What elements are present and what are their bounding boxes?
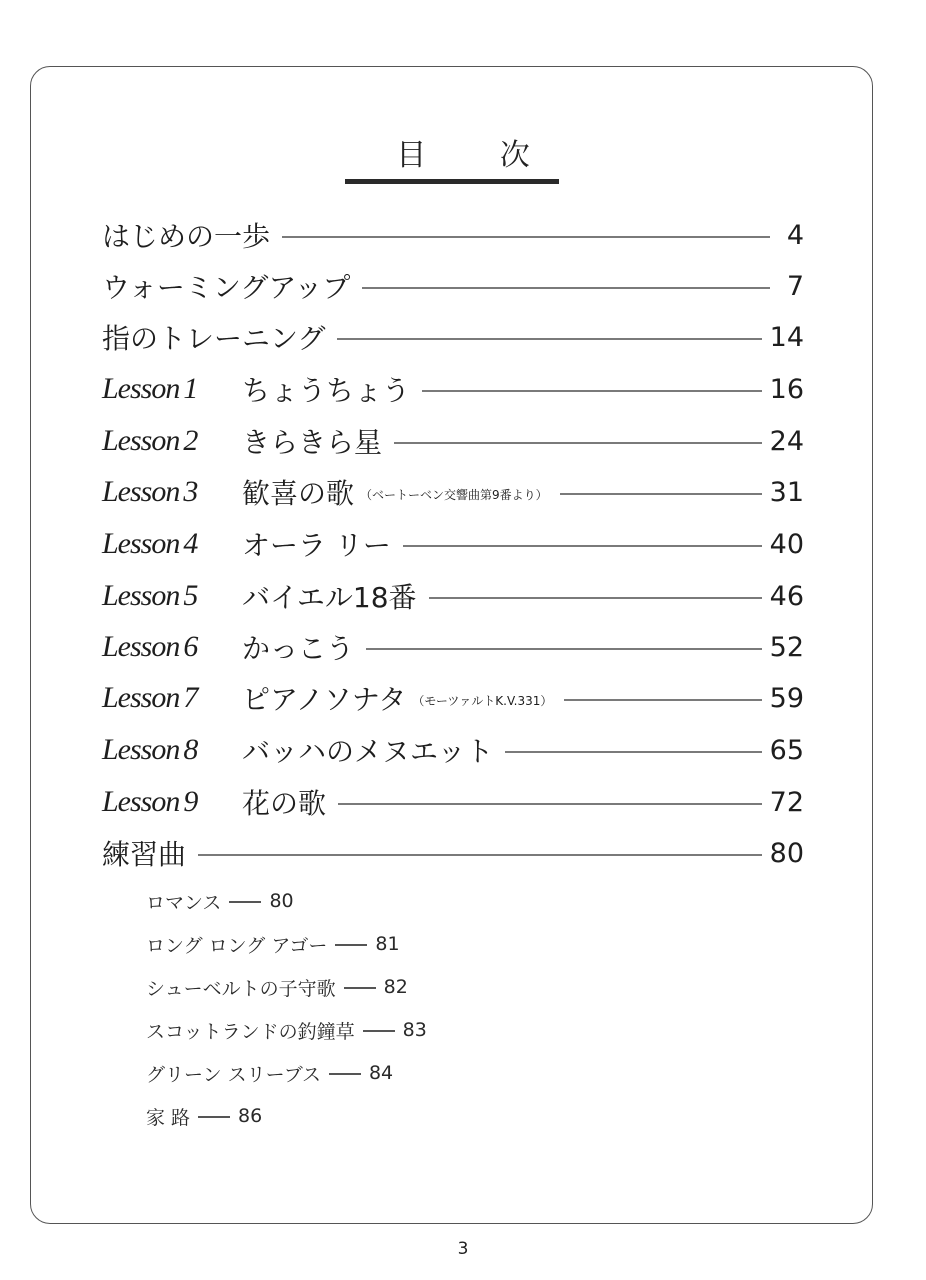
leader-line bbox=[422, 390, 762, 392]
entry-page: 24 bbox=[769, 425, 804, 457]
leader-line bbox=[505, 751, 761, 753]
leader-line bbox=[560, 493, 762, 495]
lesson-label: Lesson 4 bbox=[102, 527, 198, 560]
lesson-label: Lesson 2 bbox=[102, 424, 198, 457]
toc-entry-lesson-2[interactable] bbox=[102, 418, 804, 464]
entry-page: 80 bbox=[769, 837, 804, 869]
leader-line bbox=[394, 442, 762, 444]
entry-title: はじめの一歩 bbox=[102, 220, 271, 253]
leader-line bbox=[362, 287, 770, 289]
etude-entry-bluebells-of-scotland[interactable] bbox=[146, 1016, 427, 1044]
lesson-label: Lesson 3 bbox=[102, 475, 198, 508]
leader-line bbox=[564, 699, 761, 701]
entry-title: 歓喜の歌 bbox=[242, 477, 355, 510]
leader-dash bbox=[344, 987, 376, 989]
leader-line bbox=[366, 648, 762, 650]
entry-page: 31 bbox=[769, 476, 804, 508]
etude-page: 83 bbox=[402, 1019, 427, 1041]
leader-dash bbox=[329, 1073, 361, 1075]
leader-dash bbox=[198, 1116, 230, 1118]
leader-line bbox=[429, 597, 762, 599]
lesson-label: Lesson 8 bbox=[102, 733, 198, 766]
page-number: 3 bbox=[457, 1239, 469, 1259]
entry-title: きらきら星 bbox=[242, 426, 383, 459]
leader-dash bbox=[229, 901, 261, 903]
etude-title: スコットランドの釣鐘草 bbox=[146, 1020, 355, 1043]
toc-entry-lesson-8[interactable] bbox=[102, 727, 804, 773]
entry-title: バイエル18番 bbox=[242, 581, 417, 614]
lesson-label: Lesson 1 bbox=[102, 372, 198, 405]
entry-page: 7 bbox=[786, 270, 804, 302]
lesson-label: Lesson 9 bbox=[102, 785, 198, 818]
etude-title: グリーン スリーブス bbox=[146, 1063, 321, 1086]
entry-page: 4 bbox=[786, 219, 804, 251]
entry-page: 16 bbox=[769, 373, 804, 405]
toc-entry-lesson-4[interactable] bbox=[102, 521, 804, 567]
leader-dash bbox=[335, 944, 367, 946]
etude-title: ロマンス bbox=[146, 891, 222, 914]
entry-page: 14 bbox=[769, 321, 804, 353]
etude-page: 86 bbox=[238, 1105, 263, 1127]
toc-entry-finger-training[interactable] bbox=[102, 314, 804, 360]
toc-entry-lesson-1[interactable] bbox=[102, 366, 804, 412]
lesson-label: Lesson 7 bbox=[102, 681, 198, 714]
entry-note: （モーツァルトK.V.331） bbox=[412, 693, 553, 708]
etude-entry-going-home[interactable] bbox=[146, 1102, 262, 1130]
etude-title: ロング ロング アゴー bbox=[146, 934, 328, 957]
lesson-label: Lesson 6 bbox=[102, 630, 198, 663]
etude-entry-schubert-lullaby[interactable] bbox=[146, 973, 408, 1001]
etude-entry-long-long-ago[interactable] bbox=[146, 930, 400, 958]
entry-title: ちょうちょう bbox=[242, 374, 411, 407]
toc-entry-lesson-6[interactable] bbox=[102, 624, 804, 670]
toc-entry-lesson-5[interactable] bbox=[102, 573, 804, 619]
etude-title: 家 路 bbox=[146, 1106, 191, 1129]
toc-entry-warming-up[interactable] bbox=[102, 263, 804, 309]
entry-title: ピアノソナタ bbox=[242, 683, 407, 716]
entry-title: ウォーミングアップ bbox=[102, 271, 351, 304]
leader-line bbox=[337, 338, 761, 340]
etude-page: 84 bbox=[368, 1062, 394, 1084]
entry-page: 52 bbox=[769, 631, 804, 663]
etude-page: 81 bbox=[375, 933, 400, 955]
leader-line bbox=[282, 236, 770, 238]
entry-page: 46 bbox=[769, 580, 804, 612]
entry-page: 65 bbox=[769, 734, 804, 766]
leader-line bbox=[338, 803, 762, 805]
leader-line bbox=[403, 545, 762, 547]
etude-title: シューベルトの子守歌 bbox=[146, 977, 336, 1000]
entry-note: （ベートーベン交響曲第9番より） bbox=[360, 487, 548, 502]
entry-title: かっこう bbox=[242, 632, 355, 665]
leader-dash bbox=[363, 1030, 395, 1032]
entry-title: 指のトレーニング bbox=[102, 322, 326, 355]
entry-page: 72 bbox=[769, 786, 804, 818]
toc-entry-lesson-9[interactable] bbox=[102, 779, 804, 825]
toc-title: 目 次 bbox=[396, 138, 562, 173]
toc-entry-lesson-3[interactable] bbox=[102, 469, 804, 515]
entry-title: バッハのメヌエット bbox=[242, 735, 494, 768]
title-underline bbox=[345, 179, 559, 184]
lesson-label: Lesson 5 bbox=[102, 579, 198, 612]
toc-entry-hajimeno-ippo[interactable] bbox=[102, 212, 804, 258]
toc-entry-etudes[interactable] bbox=[102, 830, 804, 876]
etude-page: 82 bbox=[383, 976, 408, 998]
entry-title: 練習曲 bbox=[102, 838, 187, 871]
etude-page: 80 bbox=[269, 890, 294, 912]
entry-page: 40 bbox=[769, 528, 804, 560]
etude-entry-greensleeves[interactable] bbox=[146, 1059, 393, 1087]
entry-title: オーラ リー bbox=[242, 529, 391, 562]
etude-entry-romance[interactable] bbox=[146, 887, 294, 915]
entry-title: 花の歌 bbox=[242, 787, 327, 820]
entry-page: 59 bbox=[769, 682, 804, 714]
toc-entry-lesson-7[interactable] bbox=[102, 675, 804, 721]
leader-line bbox=[198, 854, 762, 856]
